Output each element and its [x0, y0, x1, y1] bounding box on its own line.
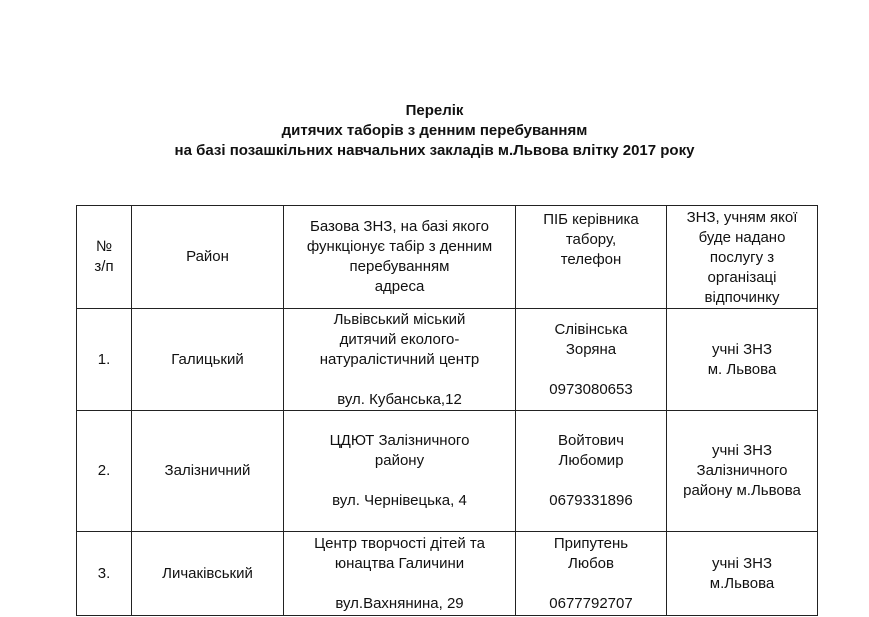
- row-camp-head: Войтович Любомир 0679331896: [516, 411, 667, 532]
- row-base-school: Львівський міський дитячий еколого- натуралістичний центр вул. Кубанська,12: [284, 309, 516, 411]
- row-number: 3.: [77, 532, 132, 616]
- title-line-3: на базі позашкільних навчальних закладів м.Львова влітку 2017 року: [174, 142, 695, 159]
- camps-table: [76, 205, 818, 616]
- table-row: [77, 309, 818, 411]
- row-number: 1.: [77, 309, 132, 411]
- row-students: учні ЗНЗ Залізничного району м.Львова: [667, 411, 818, 532]
- row-students: учні ЗНЗ м. Львова: [667, 309, 818, 411]
- header-base-school: Базова ЗНЗ, на базі якого функціонує табір з денним перебуванням адреса: [284, 206, 516, 309]
- title-line-2: дитячих таборів з денним перебуванням: [281, 122, 588, 139]
- row-district: Галицький: [132, 309, 284, 411]
- header-row: [77, 206, 818, 309]
- row-students: учні ЗНЗ м.Львова: [667, 532, 818, 616]
- row-address: вул.Вахнянина, 29: [335, 594, 464, 612]
- row-base-school: ЦДЮТ Залізничного району вул. Чернівецька, 4: [284, 411, 516, 532]
- document-title: [0, 101, 869, 161]
- header-students: ЗНЗ, учням якої буде надано послугу з організаці відпочинку: [667, 206, 818, 309]
- row-phone: 0677792707: [549, 594, 633, 612]
- row-address: вул. Чернівецька, 4: [332, 492, 467, 509]
- row-camp-head: Слівінська Зоряна 0973080653: [516, 309, 667, 411]
- header-number: № з/п: [77, 206, 132, 309]
- row-number: 2.: [77, 411, 132, 532]
- row-phone: 0973080653: [549, 380, 633, 398]
- table-row: [77, 411, 818, 532]
- row-phone: 0679331896: [549, 492, 633, 509]
- header-camp-head: ПІБ керівника табору, телефон: [516, 206, 667, 309]
- row-district: Залізничний: [132, 411, 284, 532]
- table-row: [77, 532, 818, 616]
- row-address: вул. Кубанська,12: [337, 390, 462, 408]
- row-camp-head: Припутень Любов 0677792707: [516, 532, 667, 616]
- row-base-school: Центр творчості дітей та юнацтва Галичини вул.Вахнянина, 29: [284, 532, 516, 616]
- title-line-1: Перелік: [405, 102, 464, 119]
- header-district: Район: [132, 206, 284, 309]
- row-district: Личаківський: [132, 532, 284, 616]
